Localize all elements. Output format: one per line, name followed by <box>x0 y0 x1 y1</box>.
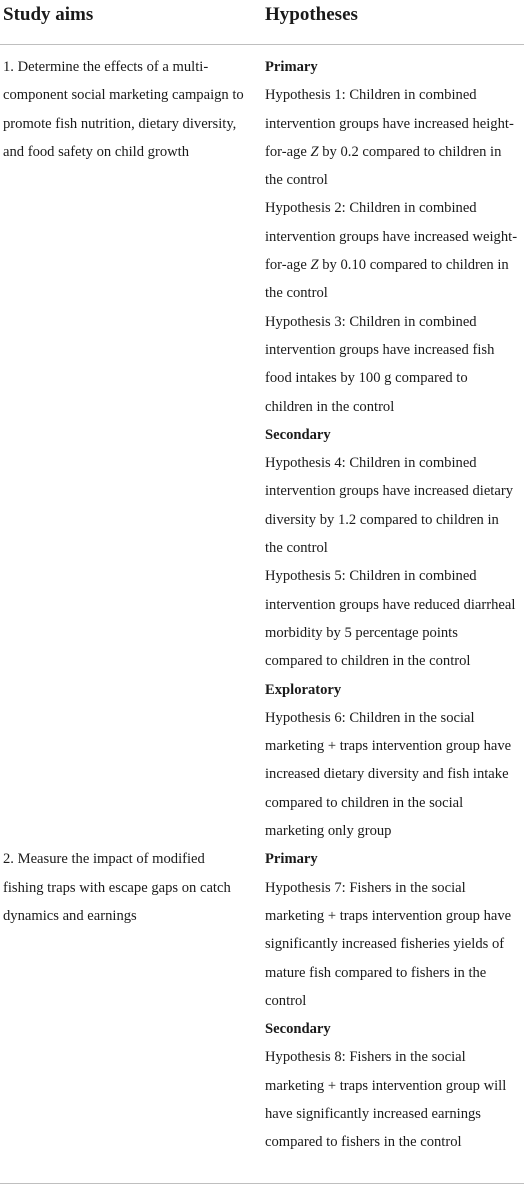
table-row <box>0 53 524 845</box>
hypothesis-text: Hypothesis 8: Fishers in the social marketing + traps intervention group will have significantly increased earnings compared to fishers in the control <box>265 1049 507 1151</box>
hypothesis-text: Hypothesis 2: Children in combined intervention groups have increased weight-for-age Z by 0.10 compared to children in the control <box>265 200 518 302</box>
hypothesis-text: Hypothesis 3: Children in combined intervention groups have increased fish food intakes by 100 g compared to children in the control <box>265 313 495 415</box>
hypotheses-cell <box>265 53 524 845</box>
header-study-aims: Study aims <box>3 4 94 25</box>
group-label: Secondary <box>265 426 331 443</box>
table-bottom-rule <box>0 1183 524 1184</box>
group-label: Primary <box>265 59 318 75</box>
aim-cell <box>0 845 265 1156</box>
aim-text: 2. Measure the impact of modified fishing traps with escape gaps on catch dynamics and earnings <box>3 851 231 924</box>
table-row <box>0 845 524 1156</box>
aim-cell <box>0 53 265 845</box>
hypothesis-text: Hypothesis 5: Children in combined intervention groups have reduced diarrheal morbidity by 5 percentage points compared to children in the control <box>265 568 516 670</box>
aim-text: 1. Determine the effects of a multi-component social marketing campaign to promote fish nutrition, dietary diversity, and food safety on child growth <box>3 59 244 160</box>
group-label: Secondary <box>265 1021 331 1038</box>
group-label: Exploratory <box>265 681 342 698</box>
hypothesis-text: Hypothesis 6: Children in the social marketing + traps intervention group have increased dietary diversity and fish intake compared to children in the social marketing only group <box>265 709 512 840</box>
header-hypotheses: Hypotheses <box>265 4 358 25</box>
hypothesis-text: Hypothesis 7: Fishers in the social marketing + traps intervention group have significantly increased fisheries yields of mature fish compared to fishers in the control <box>265 879 512 1009</box>
hypotheses-cell <box>265 845 524 1156</box>
hypothesis-text: Hypothesis 1: Children in combined intervention groups have increased height-for-age Z by 0.2 compared to children in the control <box>265 87 514 189</box>
hypothesis-text: Hypothesis 4: Children in combined intervention groups have increased dietary diversity by 1.2 compared to children in the control <box>265 455 514 557</box>
table-header <box>0 0 524 45</box>
group-label: Primary <box>265 851 318 868</box>
